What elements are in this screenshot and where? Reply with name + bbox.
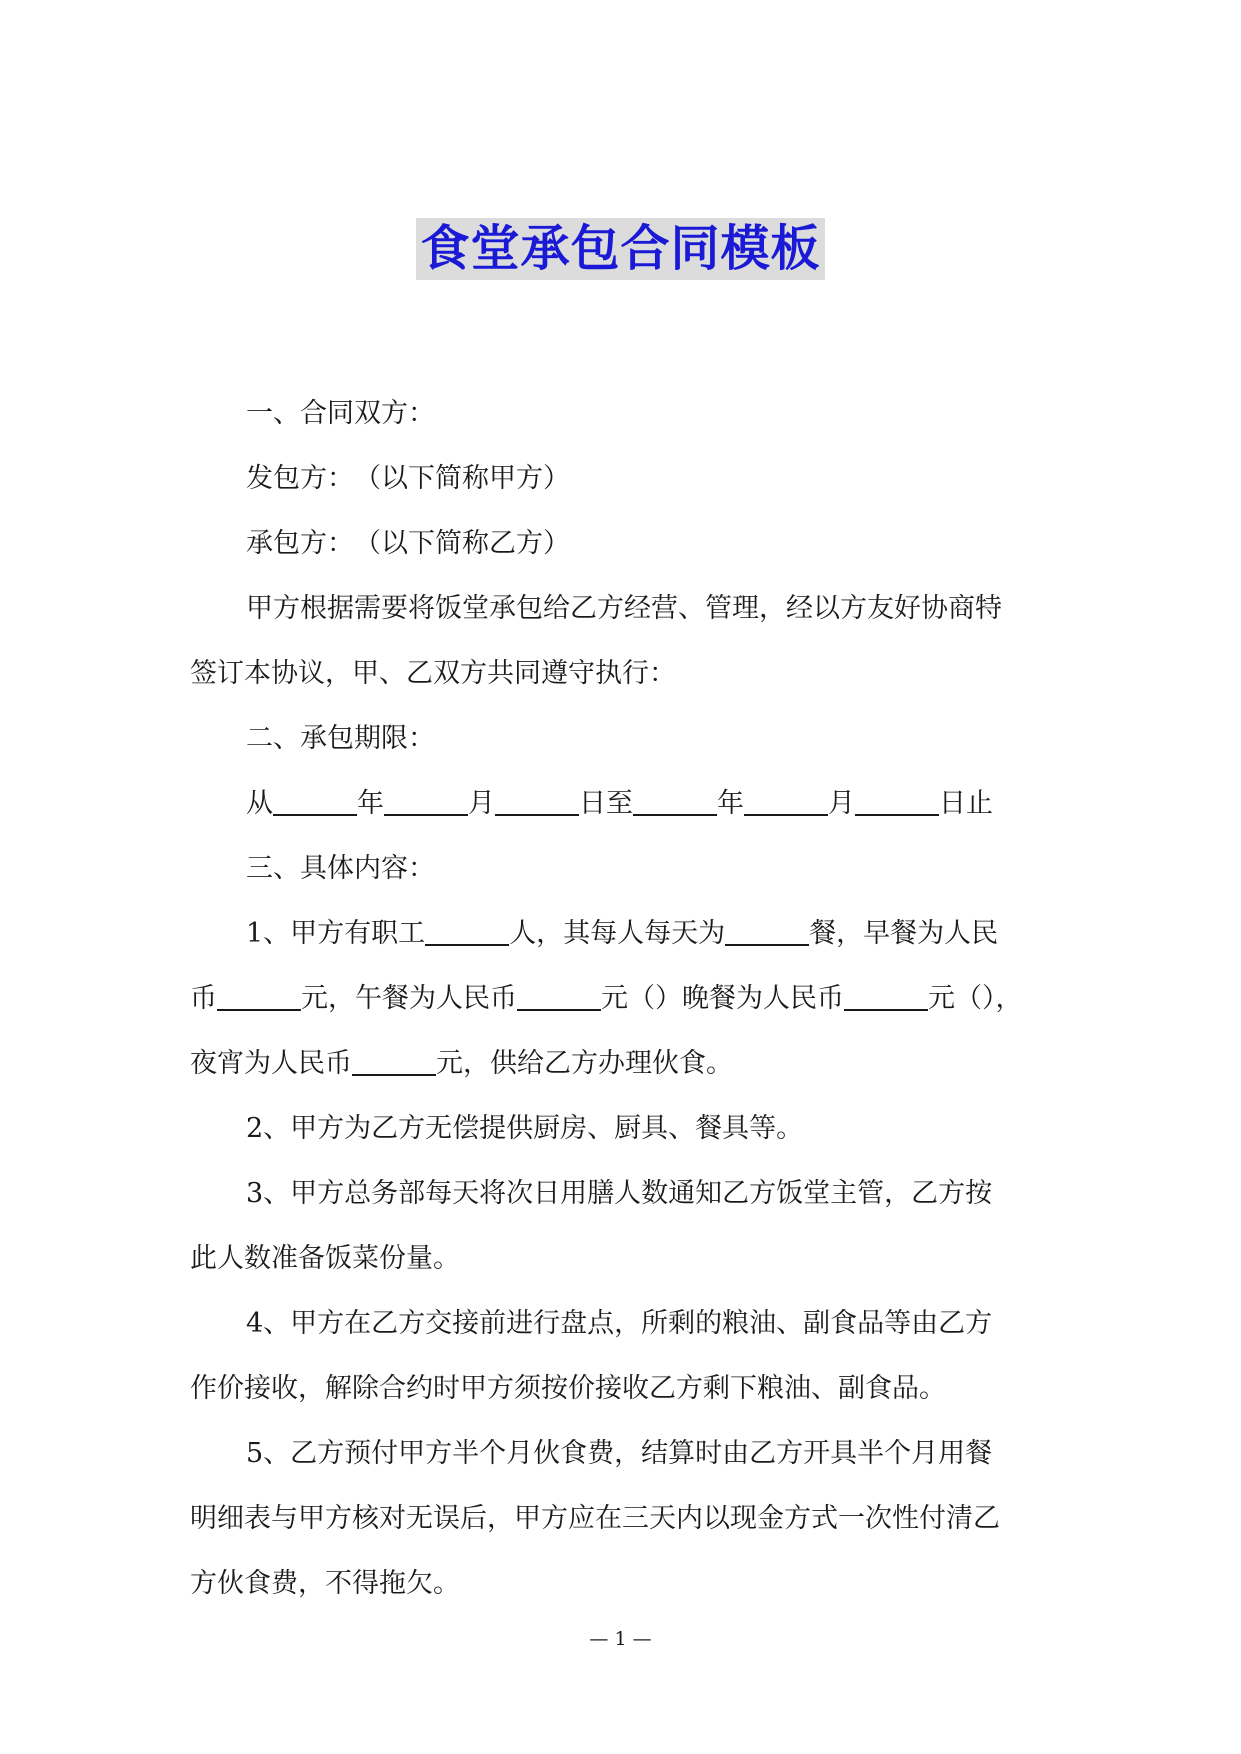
party-a-line: 发包方： （以下简称甲方） [246, 463, 570, 494]
section-heading-content: 三、具体内容： [246, 853, 435, 884]
period-dayto-text: 日至 [579, 788, 633, 819]
blank-lunch-price [517, 982, 601, 1011]
item1-text-g: 元（）， [928, 983, 1023, 1014]
item-5-line-2: 明细表与甲方核对无误后，甲方应在三天内以现金方式一次性付清乙 [190, 1503, 1000, 1534]
contract-period-line [190, 771, 1060, 836]
section-heading-parties: 一、合同双方： [246, 398, 435, 429]
item-2: 2、甲方为乙方无偿提供厨房、厨具、餐具等。 [246, 1113, 804, 1144]
document-body [190, 381, 1060, 1616]
item-4-line-1: 4、甲方在乙方交接前进行盘点，所剩的粮油、副食品等由乙方 [246, 1308, 993, 1339]
item1-text-i: 元，供给乙方办理伙食。 [436, 1048, 733, 1079]
item1-text-b: 人，其每人每天为 [509, 918, 726, 949]
item-1-line-1 [190, 901, 1060, 966]
item-5-line-3: 方伙食费，不得拖欠。 [190, 1568, 460, 1599]
period-year-text: 年 [357, 788, 384, 819]
item1-text-c: 餐，早餐为人民 [809, 918, 999, 949]
page-number: — 1 — [589, 1628, 652, 1650]
intro-line-2: 签订本协议，甲、乙双方共同遵守执行： [190, 658, 676, 689]
item-5-line-1: 5、乙方预付甲方半个月伙食费，结算时由乙方开具半个月用餐 [246, 1438, 993, 1469]
section-heading-term: 二、承包期限： [246, 723, 435, 754]
blank-dinner-price [844, 982, 928, 1011]
blank-meals-per-day [725, 917, 809, 946]
blank-staff-count [425, 917, 509, 946]
blank-end-day [855, 787, 939, 816]
item-3-line-2: 此人数准备饭菜份量。 [190, 1243, 460, 1274]
item1-text-d: 币 [190, 983, 217, 1014]
period-month-text: 月 [468, 788, 495, 819]
blank-start-year [273, 787, 357, 816]
item1-text-e: 元，午餐为人民币 [301, 983, 517, 1014]
period-dayend-text: 日止 [939, 788, 993, 819]
intro-line-1: 甲方根据需要将饭堂承包给乙方经营、管理，经以方友好协商特 [246, 593, 1002, 624]
item1-text-a: 1、甲方有职工 [246, 918, 426, 949]
title-container [0, 218, 1241, 280]
blank-breakfast-price [217, 982, 301, 1011]
item1-text-h: 夜宵为人民币 [190, 1048, 352, 1079]
item1-text-f: 元（）晚餐为人民币 [601, 983, 844, 1014]
document-title: 食堂承包合同模板 [416, 218, 824, 280]
party-b-line: 承包方： （以下简称乙方） [246, 528, 570, 559]
blank-supper-price [352, 1047, 436, 1076]
period-year2-text: 年 [717, 788, 744, 819]
item-1-line-3 [190, 1031, 1060, 1096]
blank-end-year [633, 787, 717, 816]
period-month2-text: 月 [828, 788, 855, 819]
item-4-line-2: 作价接收，解除合约时甲方须按价接收乙方剩下粮油、副食品。 [190, 1373, 946, 1404]
blank-end-month [744, 787, 828, 816]
blank-start-day [495, 787, 579, 816]
item-3-line-1: 3、甲方总务部每天将次日用膳人数通知乙方饭堂主管，乙方按 [246, 1178, 993, 1209]
blank-start-month [384, 787, 468, 816]
item-1-line-2 [190, 966, 1060, 1031]
period-from-text: 从 [246, 788, 273, 819]
